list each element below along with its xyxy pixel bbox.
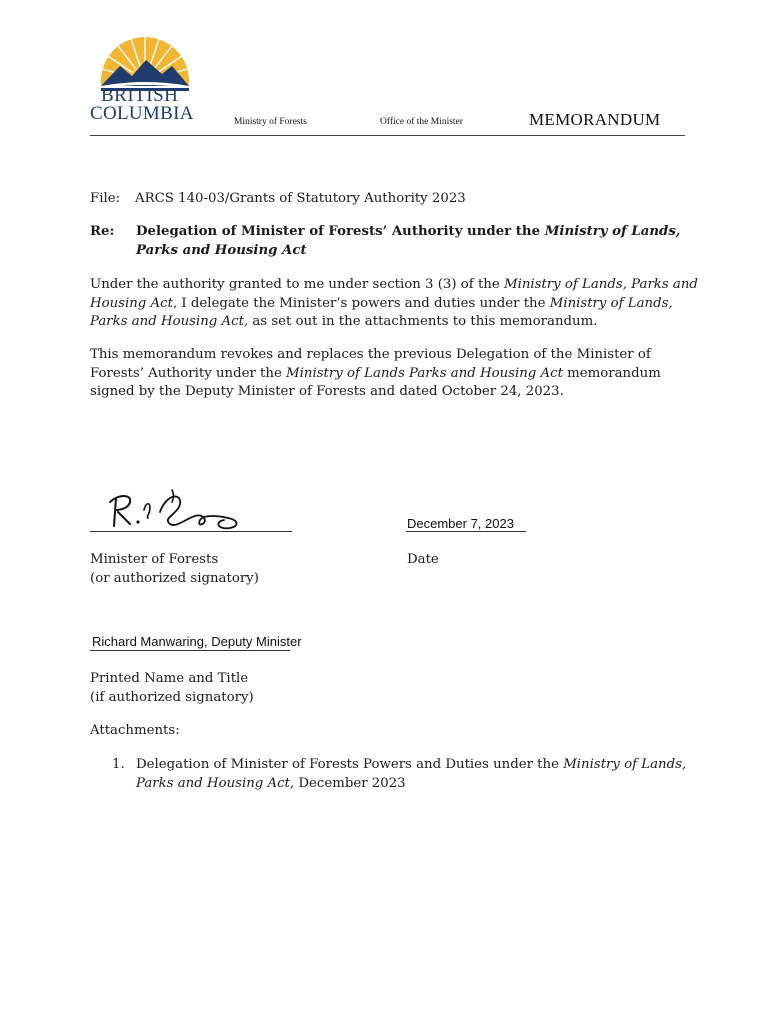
attachments-heading: Attachments:: [90, 723, 180, 738]
header-divider: [90, 135, 685, 136]
printed-name-value: Richard Manwaring, Deputy Minister: [92, 634, 302, 649]
printed-name-line: [90, 650, 290, 651]
body-paragraph-2: This memorandum revokes and replaces the previous Delegation of the Minister of Forests’ Authority under the Ministry of Lands Parks and Housing Act memorandum signed by the Deputy Minister of Forests and dated October 24, 2023.: [90, 347, 661, 399]
ministry-name: Ministry of Forests: [234, 117, 307, 127]
re-label: Re:: [90, 224, 115, 239]
attachment-item-number: 1.: [112, 757, 125, 772]
file-value: ARCS 140-03/Grants of Statutory Authority 2023: [135, 191, 466, 206]
handwritten-signature: [100, 488, 250, 536]
document-type-title: MEMORANDUM: [529, 110, 661, 129]
logo-text-british: BRITISH: [101, 85, 179, 106]
signature-date-value: December 7, 2023: [407, 516, 514, 531]
printed-name-label: Printed Name and Title (if authorized signatory): [90, 671, 254, 705]
attachment-item: Delegation of Minister of Forests Powers and Duties under the Ministry of Lands, Parks and Housing Act, December 2023: [136, 757, 687, 791]
signer-title: Minister of Forests (or authorized signatory): [90, 552, 259, 586]
file-label: File:: [90, 191, 121, 206]
logo-text-columbia: COLUMBIA: [90, 103, 194, 124]
date-line: [406, 531, 526, 532]
date-label: Date: [407, 552, 439, 567]
body-paragraph-1: Under the authority granted to me under section 3 (3) of the Ministry of Lands, Parks and Housing Act, I delegate the Minister’s powers and duties under the Ministry of Lands, Parks and Housing Act, as set out in the attachments to this memorandum.: [90, 277, 698, 329]
signature-line: [90, 531, 292, 532]
re-subject: Delegation of Minister of Forests’ Authority under the Ministry of Lands, Parks and Housing Act: [136, 224, 681, 258]
office-name: Office of the Minister: [380, 117, 463, 127]
